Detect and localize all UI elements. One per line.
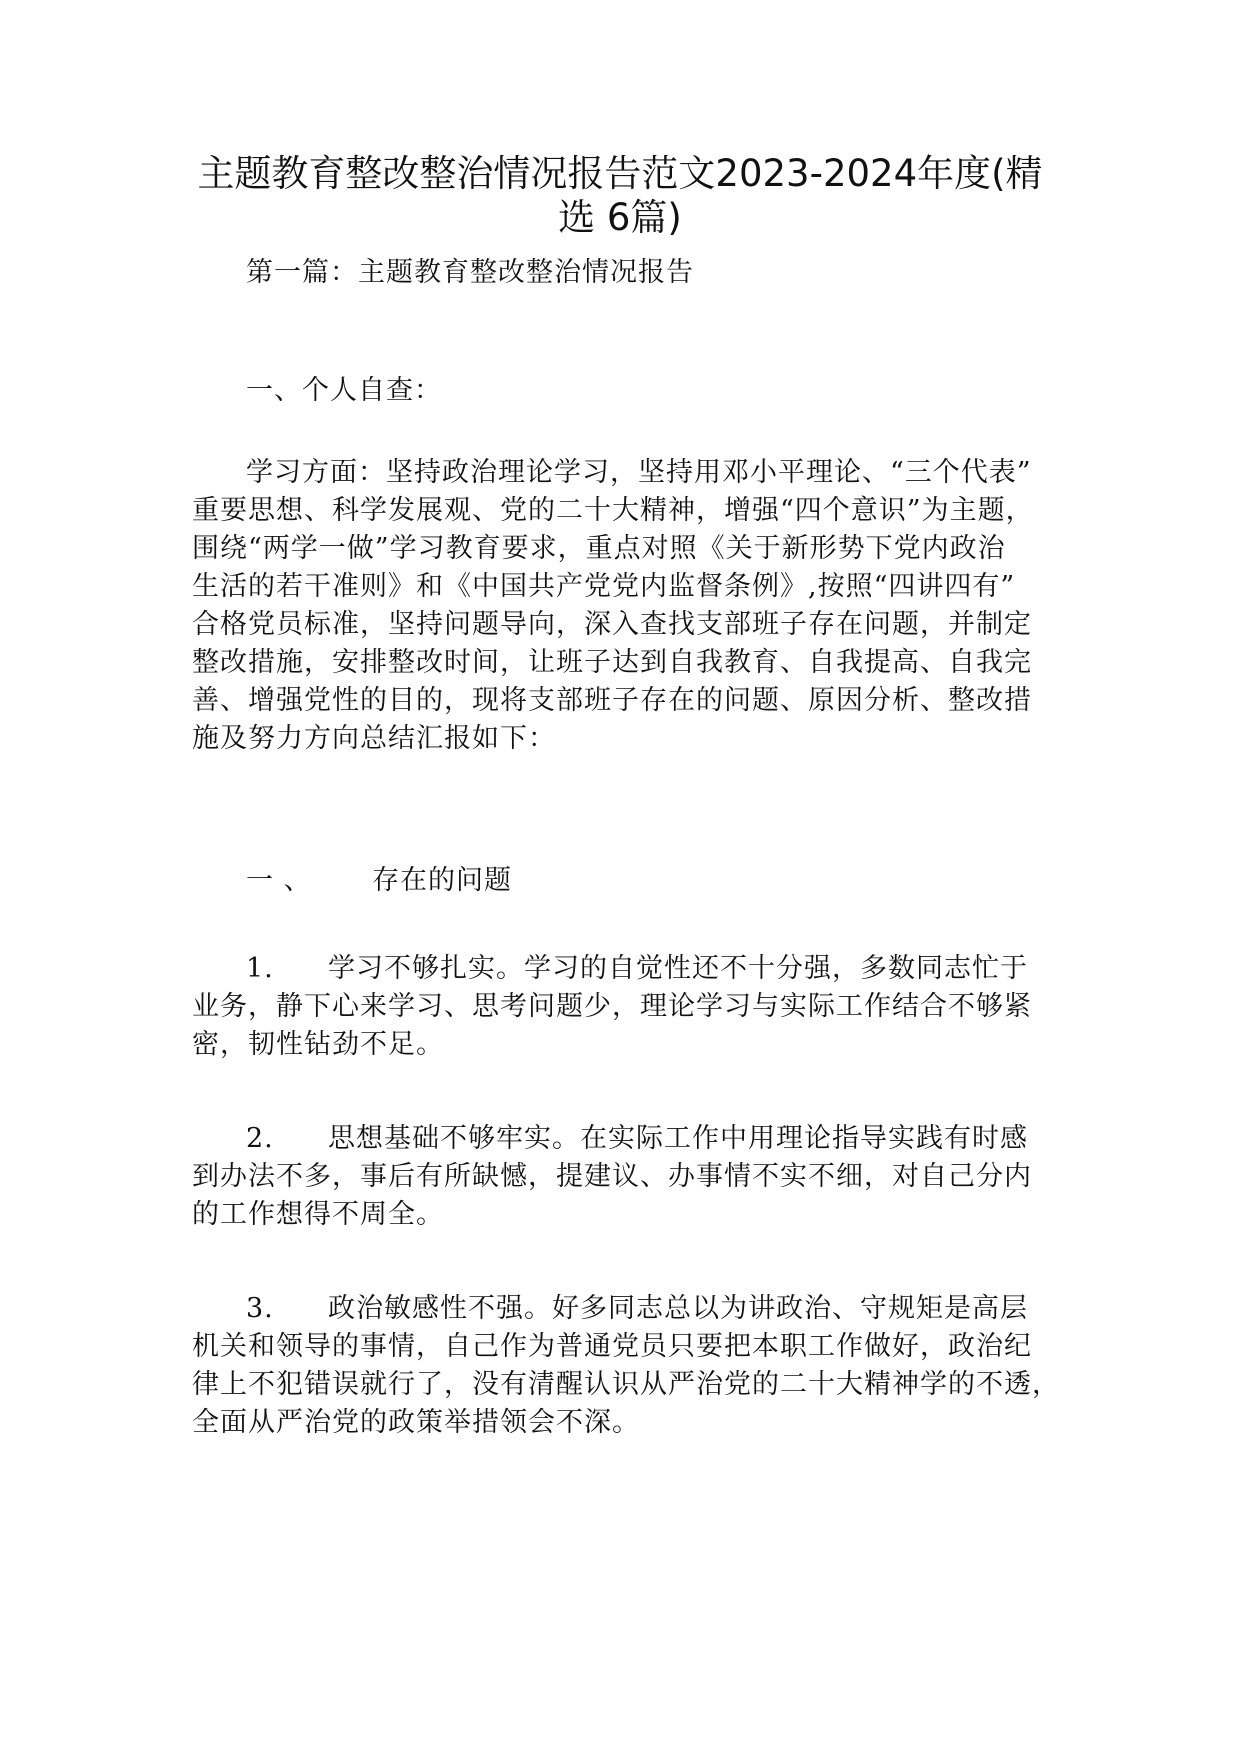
paragraph-line: 全面从严治党的政策举措领会不深。 [192, 1407, 640, 1438]
item-number: 2. [246, 1123, 274, 1154]
paragraph-line: 整改措施，安排整改时间，让班子达到自我教育、自我提高、自我完 [192, 647, 1032, 678]
section-heading-problems [192, 862, 1116, 900]
paragraph-line: 合格党员标准，坚持问题导向，深入查找支部班子存在问题，并制定 [192, 609, 1032, 640]
item-first-line: 学习不够扎实。学习的自觉性还不十分强，多数同志忙于 [328, 953, 1028, 984]
paragraph-line: 施及努力方向总结汇报如下： [192, 723, 556, 754]
paragraph-line: 律上不犯错误就行了，没有清醒认识从严治党的二十大精神学的不透， [192, 1369, 1060, 1400]
paragraph-line: 的工作想得不周全。 [192, 1199, 444, 1230]
paragraph-line: 密，韧性钻劲不足。 [192, 1029, 444, 1060]
paragraph-line: 学习方面：坚持政治理论学习，坚持用邓小平理论、“三个代表” [246, 457, 1032, 488]
paragraph-line: 到办法不多，事后有所缺憾，提建议、办事情不实不细，对自己分内 [192, 1161, 1032, 1192]
study-paragraph [192, 454, 1062, 758]
section-label: 存在的问题 [372, 865, 512, 896]
problem-item-1 [192, 950, 1062, 1064]
problem-item-2 [192, 1120, 1062, 1234]
problem-item-3 [192, 1290, 1062, 1442]
document-title [150, 152, 1090, 240]
item-first-line: 政治敏感性不强。好多同志总以为讲政治、守规矩是高层 [328, 1293, 1028, 1324]
section-subtitle: 第一篇：主题教育整改整治情况报告 [246, 257, 694, 288]
title-line-1: 主题教育整改整治情况报告范文2023-2024年度(精 [197, 152, 1043, 195]
item-first-line: 思想基础不够牢实。在实际工作中用理论指导实践有时感 [328, 1123, 1028, 1154]
item-number: 3. [246, 1293, 274, 1324]
section-heading-self-check: 一、个人自查： [246, 375, 442, 406]
item-number: 1. [246, 953, 274, 984]
paragraph-line: 善、增强党性的目的，现将支部班子存在的问题、原因分析、整改措 [192, 685, 1032, 716]
paragraph-line: 围绕“两学一做”学习教育要求，重点对照《关于新形势下党内政治 [192, 533, 1006, 564]
title-line-2: 选 6篇) [558, 196, 682, 239]
section-number: 一 、 [246, 865, 312, 896]
paragraph-line: 业务，静下心来学习、思考问题少，理论学习与实际工作结合不够紧 [192, 991, 1032, 1022]
paragraph-line: 生活的若干准则》和《中国共产党党内监督条例》,按照“四讲四有” [192, 571, 1016, 602]
paragraph-line: 机关和领导的事情，自己作为普通党员只要把本职工作做好，政治纪 [192, 1331, 1032, 1362]
paragraph-line: 重要思想、科学发展观、党的二十大精神，增强“四个意识”为主题， [192, 495, 1034, 526]
